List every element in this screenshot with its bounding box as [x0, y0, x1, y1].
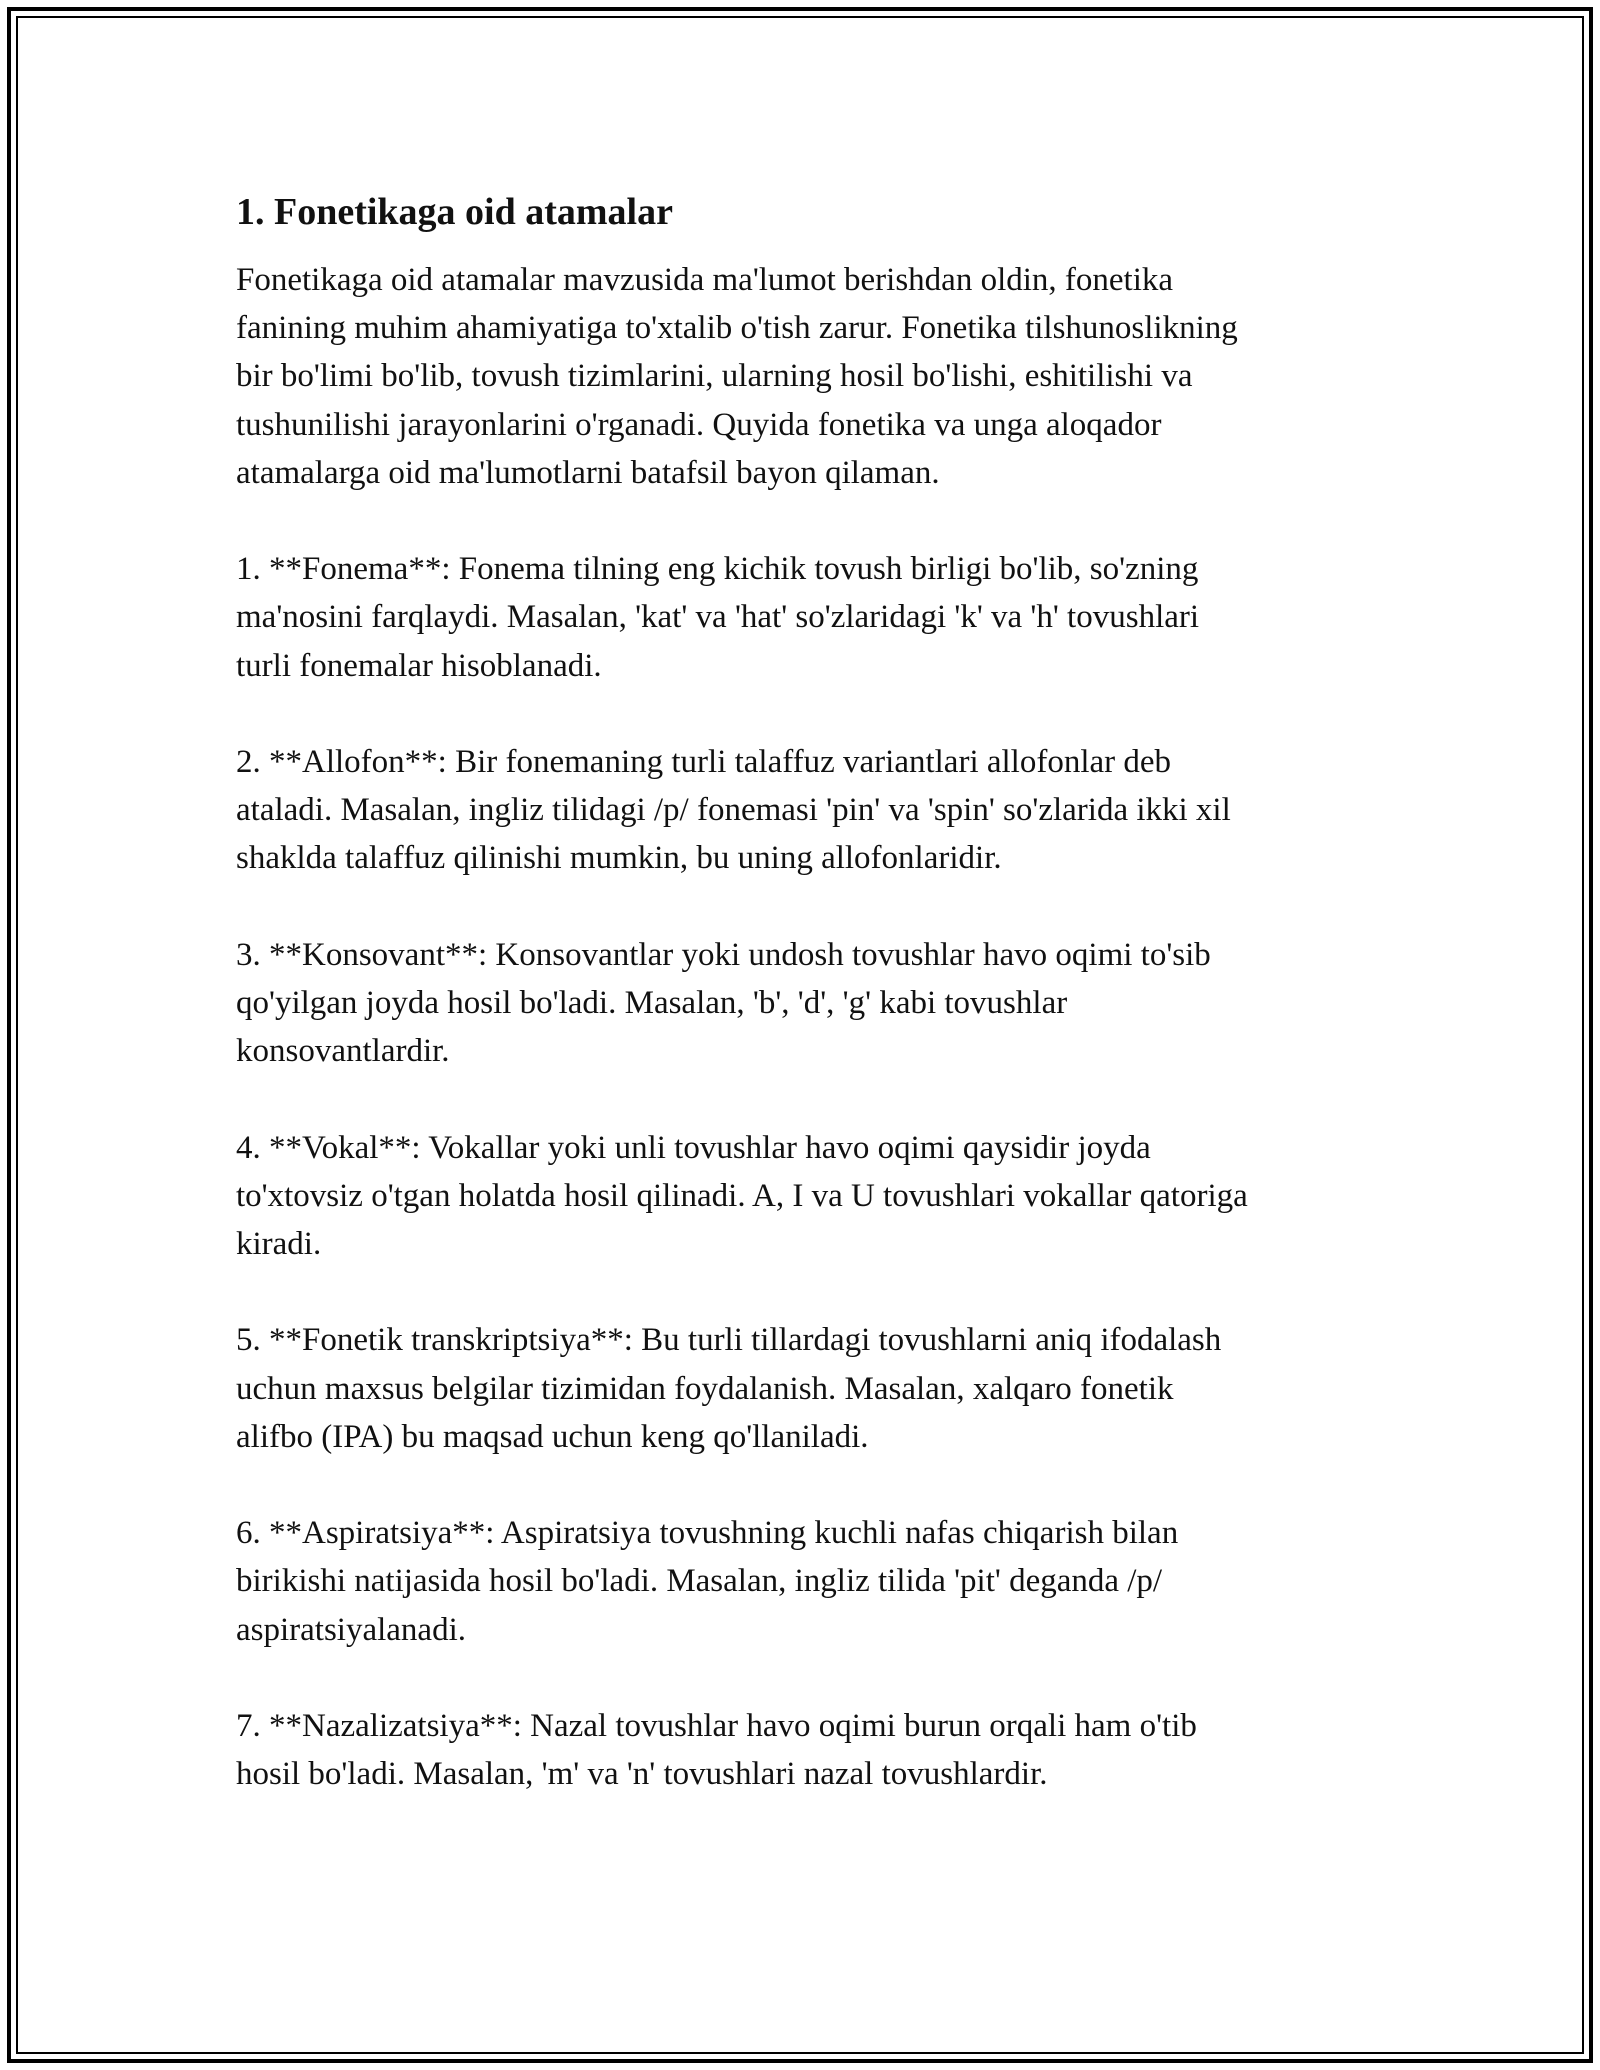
- term-paragraph: [236, 1124, 1376, 1269]
- paragraph-line: 7. **Nazalizatsiya**: Nazal tovushlar havo oqimi burun orqali ham o'tib: [236, 1707, 1197, 1744]
- paragraph-line: konsovantlardir.: [236, 1033, 450, 1070]
- paragraph-line: qo'yilgan joyda hosil bo'ladi. Masalan, 'b', 'd', 'g' kabi tovushlar: [236, 985, 1068, 1021]
- paragraph-line: hosil bo'ladi. Masalan, 'm' va 'n' tovushlari nazal tovushlardir.: [236, 1756, 1048, 1793]
- term-paragraph: [236, 931, 1376, 1076]
- paragraph-line: 2. **Allofon**: Bir fonemaning turli talaffuz variantlari allofonlar deb: [236, 744, 1172, 780]
- paragraph-line: tushunilishi jarayonlarini o'rganadi. Quyida fonetika va unga aloqador: [236, 406, 1162, 443]
- paragraph-line: uchun maxsus belgilar tizimidan foydalanish. Masalan, xalqaro fonetik: [236, 1370, 1174, 1407]
- paragraph-line: birikishi natijasida hosil bo'ladi. Masalan, ingliz tilida 'pit' deganda /p/: [236, 1563, 1163, 1600]
- paragraph-line: 4. **Vokal**: Vokallar yoki unli tovushlar havo oqimi qaysidir joyda: [236, 1129, 1151, 1166]
- paragraph-line: atamalarga oid ma'lumotlarni batafsil bayon qilaman.: [236, 454, 940, 491]
- paragraph-line: 6. **Aspiratsiya**: Aspiratsiya tovushning kuchli nafas chiqarish bilan: [236, 1515, 1179, 1552]
- intro-paragraph: [236, 256, 1376, 497]
- paragraph-line: kiradi.: [236, 1226, 322, 1262]
- document-body: [236, 188, 1376, 1847]
- paragraph-line: ma'nosini farqlaydi. Masalan, 'kat' va 'hat' so'zlaridagi 'k' va 'h' tovushlari: [236, 599, 1200, 636]
- paragraph-line: ataladi. Masalan, ingliz tilidagi /p/ fonemasi 'pin' va 'spin' so'zlarida ikki xil: [236, 792, 1231, 829]
- paragraph-line: alifbo (IPA) bu maqsad uchun keng qo'llaniladi.: [236, 1418, 869, 1455]
- paragraph-line: to'xtovsiz o'tgan holatda hosil qilinadi. A, I va U tovushlari vokallar qatoriga: [236, 1177, 1248, 1214]
- section-heading: 1. Fonetikaga oid atamalar: [236, 191, 673, 233]
- term-paragraph: [236, 1316, 1376, 1461]
- term-paragraph: [236, 738, 1376, 883]
- paragraph-line: 3. **Konsovant**: Konsovantlar yoki undosh tovushlar havo oqimi to'sib: [236, 936, 1211, 973]
- paragraph-line: fanining muhim ahamiyatiga to'xtalib o'tish zarur. Fonetika tilshunoslikning: [236, 310, 1238, 347]
- term-paragraph: [236, 1702, 1376, 1798]
- paragraph-line: aspiratsiyalanadi.: [236, 1611, 467, 1648]
- paragraph-line: bir bo'limi bo'lib, tovush tizimlarini, ularning hosil bo'lishi, eshitilishi va: [236, 358, 1193, 395]
- paragraph-line: shaklda talaffuz qilinishi mumkin, bu uning allofonlaridir.: [236, 840, 1002, 877]
- term-paragraph: [236, 545, 1376, 690]
- paragraph-line: Fonetikaga oid atamalar mavzusida ma'lumot berishdan oldin, fonetika: [236, 262, 1174, 298]
- paragraph-line: 5. **Fonetik transkriptsiya**: Bu turli tillardagi tovushlarni aniq ifodalash: [236, 1322, 1222, 1359]
- paragraph-line: 1. **Fonema**: Fonema tilning eng kichik tovush birligi bo'lib, so'zning: [236, 551, 1199, 588]
- term-paragraph: [236, 1509, 1376, 1654]
- paragraph-line: turli fonemalar hisoblanadi.: [236, 647, 602, 684]
- paragraph-list: [236, 256, 1376, 1798]
